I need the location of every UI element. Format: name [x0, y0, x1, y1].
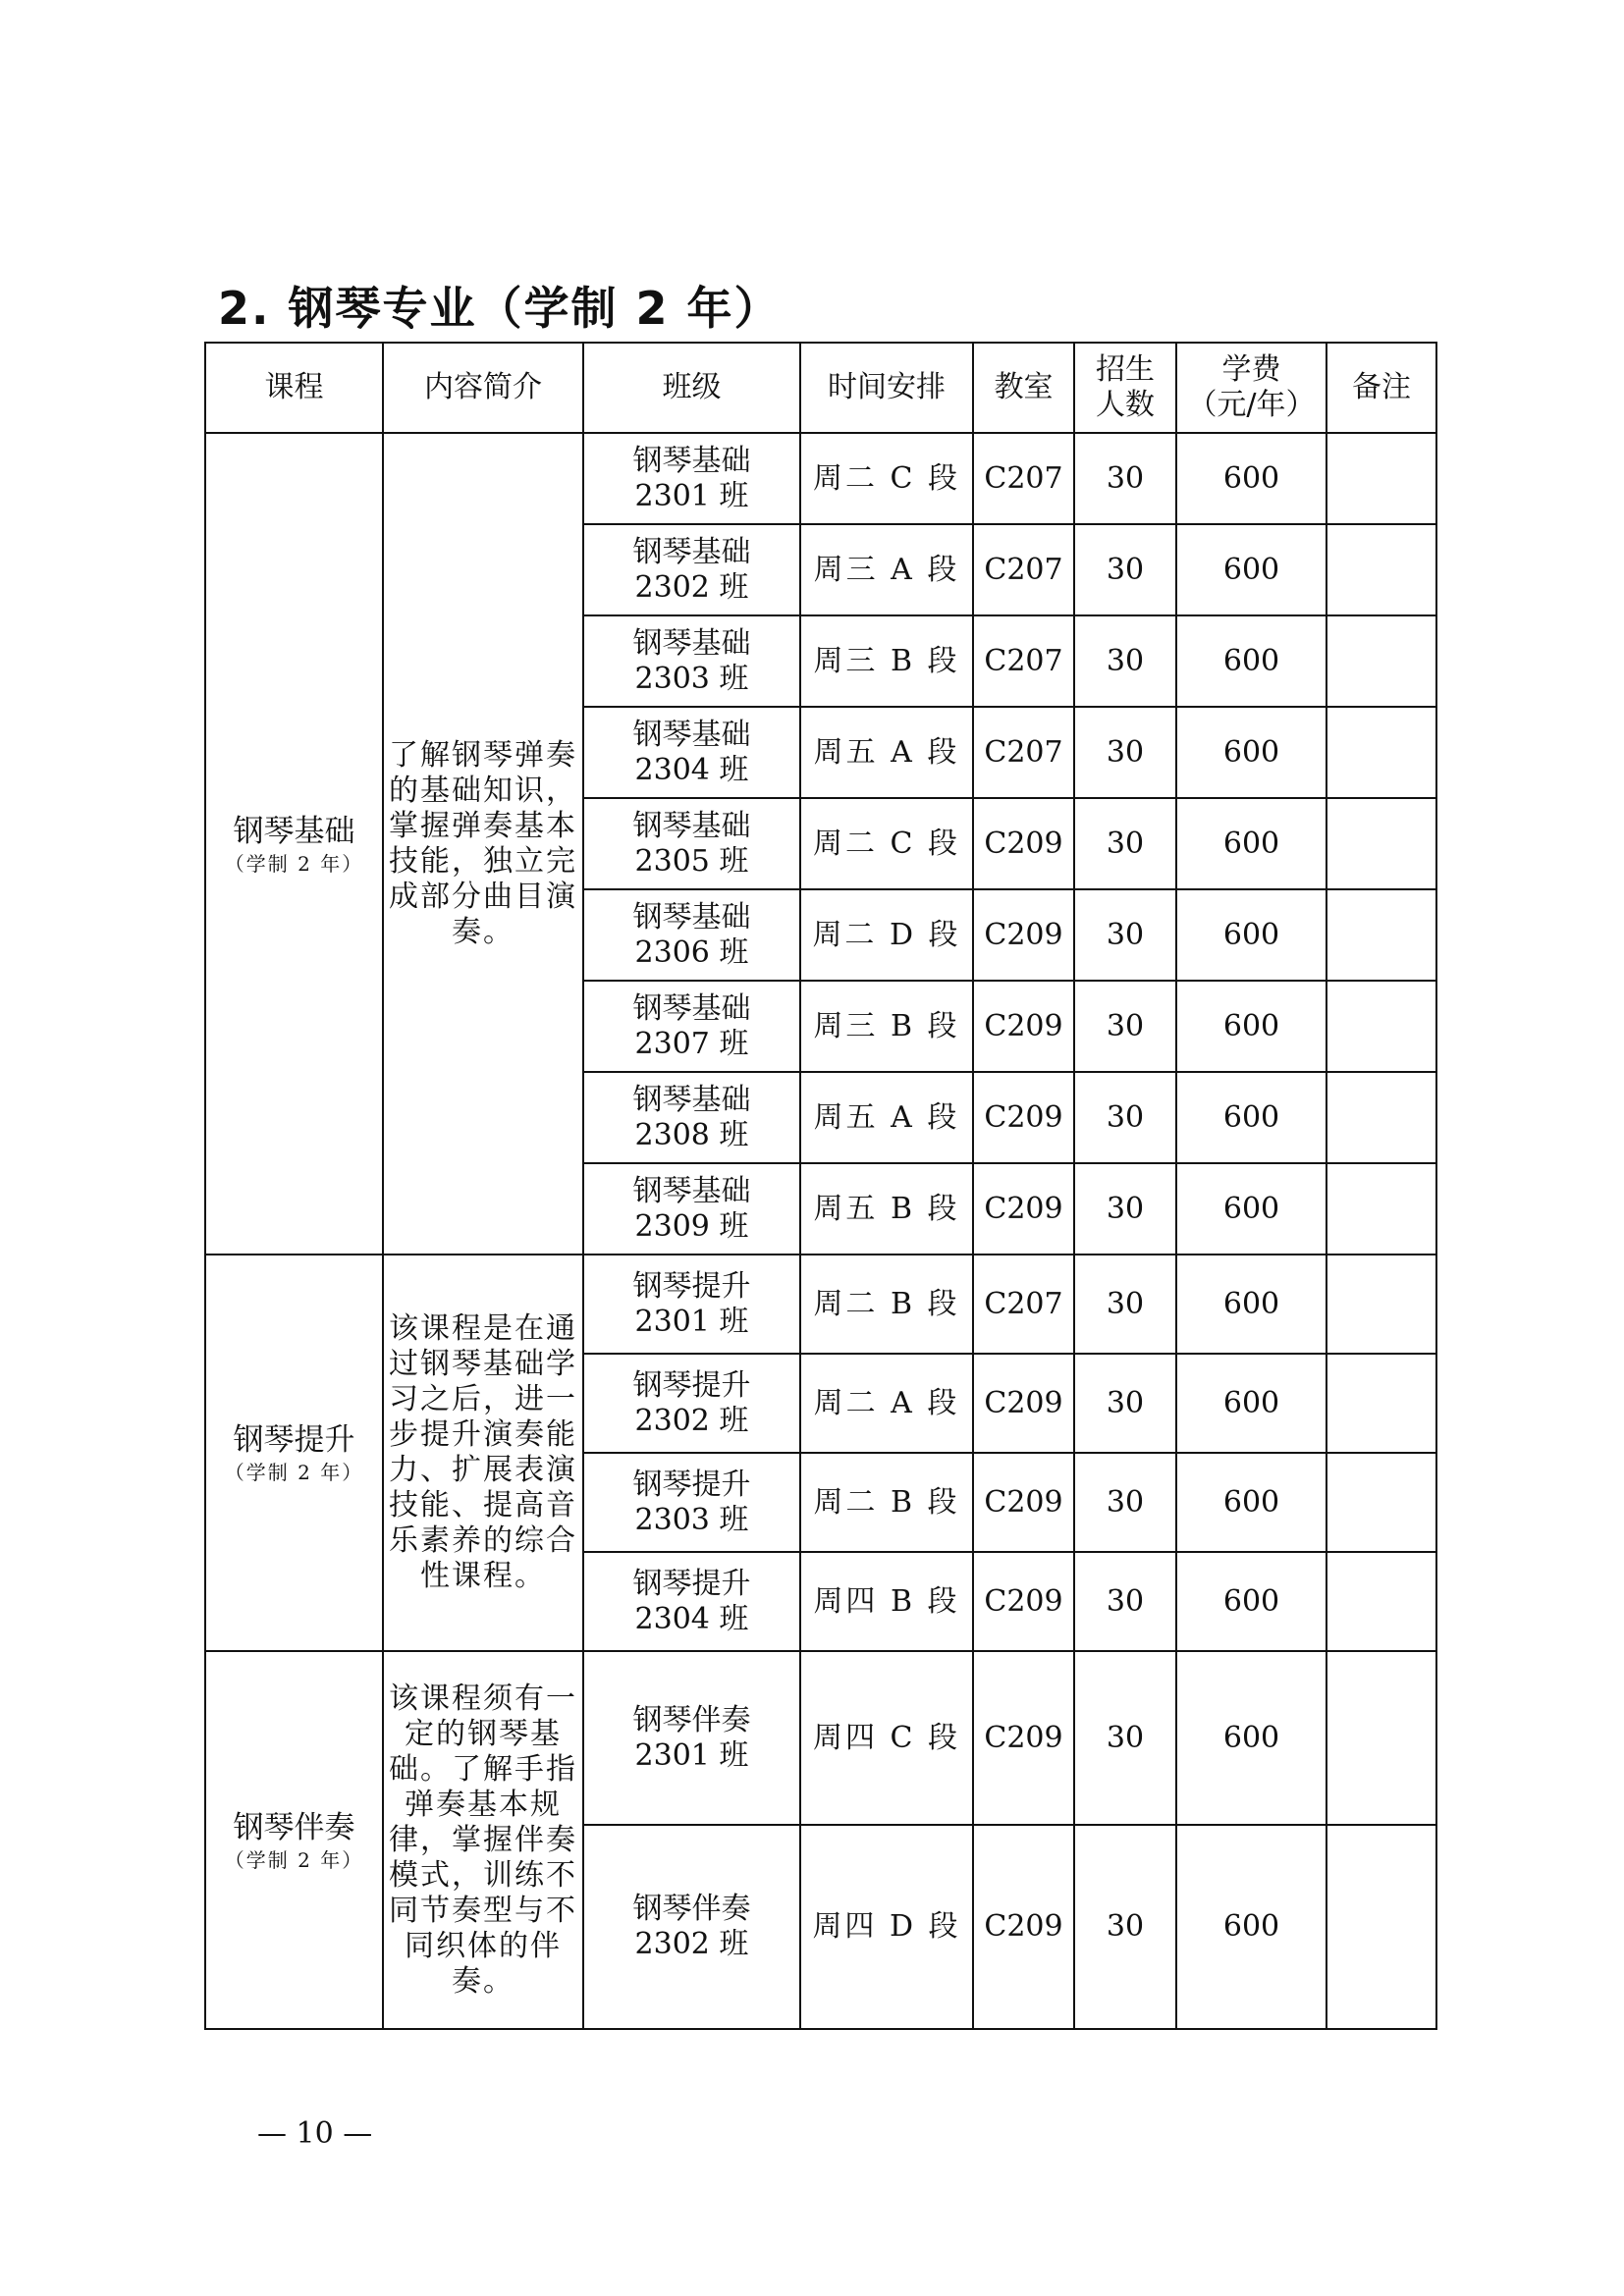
fee-cell: 600 [1176, 1825, 1326, 2029]
class-name: 钢琴基础 [632, 808, 751, 843]
table-row [205, 1651, 1436, 1825]
note-cell [1326, 1552, 1436, 1651]
header-class: 班级 [583, 343, 800, 433]
class-number: 2303 班 [634, 661, 749, 696]
course-cell [205, 433, 383, 1255]
note-cell [1326, 1453, 1436, 1552]
course-intro: 了解钢琴弹奏的基础知识，掌握弹奏基本技能，独立完成部分曲目演奏。 [383, 433, 583, 1255]
room-cell: C209 [973, 1651, 1074, 1825]
header-room: 教室 [973, 343, 1074, 433]
course-duration: （学制 2 年） [224, 1461, 364, 1484]
course-intro: 该课程须有一定的钢琴基础。了解手指弹奏基本规律，掌握伴奏模式，训练不同节奏型与不同织体的伴奏。 [383, 1651, 583, 2029]
note-cell [1326, 1255, 1436, 1354]
enroll-cell: 30 [1074, 707, 1176, 798]
room-cell: C207 [973, 1255, 1074, 1354]
enroll-cell: 30 [1074, 1354, 1176, 1453]
course-name: 钢琴提升 [233, 1422, 355, 1458]
class-cell [583, 981, 800, 1072]
class-cell [583, 1552, 800, 1651]
class-cell [583, 1651, 800, 1825]
header-intro: 内容简介 [383, 343, 583, 433]
enroll-cell: 30 [1074, 1453, 1176, 1552]
page-number: — 10 — [257, 2116, 373, 2151]
note-cell [1326, 433, 1436, 524]
time-cell: 周四 D 段 [800, 1825, 973, 2029]
enroll-cell: 30 [1074, 1651, 1176, 1825]
course-duration: （学制 2 年） [224, 1847, 364, 1872]
note-cell [1326, 889, 1436, 981]
class-number: 2302 班 [634, 1403, 749, 1438]
room-cell: C209 [973, 1163, 1074, 1255]
class-name: 钢琴基础 [632, 534, 751, 569]
class-number: 2301 班 [634, 478, 749, 513]
class-number: 2308 班 [634, 1117, 749, 1152]
fee-cell: 600 [1176, 1255, 1326, 1354]
time-cell: 周二 D 段 [800, 889, 973, 981]
class-number: 2305 班 [634, 843, 749, 879]
fee-cell: 600 [1176, 707, 1326, 798]
enroll-cell: 30 [1074, 1255, 1176, 1354]
class-name: 钢琴提升 [632, 1268, 751, 1304]
class-number: 2303 班 [634, 1502, 749, 1537]
room-cell: C207 [973, 524, 1074, 615]
header-enroll-line1: 招生 [1096, 352, 1155, 387]
header-fee-line2: （元/年） [1187, 388, 1316, 422]
class-cell [583, 1255, 800, 1354]
fee-cell: 600 [1176, 1651, 1326, 1825]
class-cell [583, 615, 800, 707]
note-cell [1326, 707, 1436, 798]
class-cell [583, 1163, 800, 1255]
room-cell: C207 [973, 615, 1074, 707]
room-cell: C209 [973, 1072, 1074, 1163]
enroll-cell: 30 [1074, 981, 1176, 1072]
course-name: 钢琴伴奏 [233, 1809, 355, 1845]
note-cell [1326, 1354, 1436, 1453]
class-name: 钢琴基础 [632, 625, 751, 661]
class-name: 钢琴伴奏 [632, 1892, 751, 1926]
header-course: 课程 [205, 343, 383, 433]
time-cell: 周二 B 段 [800, 1255, 973, 1354]
header-time: 时间安排 [800, 343, 973, 433]
time-cell: 周四 B 段 [800, 1552, 973, 1651]
room-cell: C207 [973, 433, 1074, 524]
class-number: 2306 班 [634, 934, 749, 970]
fee-cell: 600 [1176, 1354, 1326, 1453]
class-number: 2301 班 [634, 1737, 749, 1773]
note-cell [1326, 1825, 1436, 2029]
note-cell [1326, 524, 1436, 615]
table-row [205, 433, 1436, 524]
enroll-cell: 30 [1074, 615, 1176, 707]
class-number: 2309 班 [634, 1208, 749, 1244]
class-cell [583, 798, 800, 889]
table-row [205, 1255, 1436, 1354]
room-cell: C207 [973, 707, 1074, 798]
enroll-cell: 30 [1074, 433, 1176, 524]
time-cell: 周三 A 段 [800, 524, 973, 615]
note-cell [1326, 1163, 1436, 1255]
time-cell: 周三 B 段 [800, 981, 973, 1072]
class-number: 2301 班 [634, 1304, 749, 1339]
header-fee-line1: 学费 [1221, 352, 1281, 387]
fee-cell: 600 [1176, 1552, 1326, 1651]
class-name: 钢琴基础 [632, 899, 751, 934]
class-name: 钢琴提升 [632, 1566, 751, 1601]
room-cell: C209 [973, 1453, 1074, 1552]
note-cell [1326, 981, 1436, 1072]
enroll-cell: 30 [1074, 1552, 1176, 1651]
fee-cell: 600 [1176, 1072, 1326, 1163]
fee-cell: 600 [1176, 524, 1326, 615]
class-cell [583, 524, 800, 615]
section-title: 2. 钢琴专业（学制 2 年） [218, 282, 782, 335]
class-name: 钢琴基础 [632, 1173, 751, 1208]
room-cell: C209 [973, 1354, 1074, 1453]
class-name: 钢琴提升 [632, 1467, 751, 1502]
time-cell: 周二 B 段 [800, 1453, 973, 1552]
fee-cell: 600 [1176, 1163, 1326, 1255]
room-cell: C209 [973, 1552, 1074, 1651]
room-cell: C209 [973, 889, 1074, 981]
time-cell: 周五 B 段 [800, 1163, 973, 1255]
class-number: 2304 班 [634, 752, 749, 787]
class-number: 2307 班 [634, 1026, 749, 1061]
enroll-cell: 30 [1074, 1163, 1176, 1255]
enroll-cell: 30 [1074, 524, 1176, 615]
class-name: 钢琴基础 [632, 990, 751, 1026]
course-name: 钢琴基础 [233, 813, 355, 849]
class-cell [583, 707, 800, 798]
class-cell [583, 889, 800, 981]
class-name: 钢琴基础 [632, 717, 751, 752]
note-cell [1326, 1072, 1436, 1163]
fee-cell: 600 [1176, 798, 1326, 889]
fee-cell: 600 [1176, 981, 1326, 1072]
room-cell: C209 [973, 981, 1074, 1072]
class-cell [583, 433, 800, 524]
room-cell: C209 [973, 1825, 1074, 2029]
time-cell: 周二 A 段 [800, 1354, 973, 1453]
header-fee [1176, 343, 1326, 433]
note-cell [1326, 615, 1436, 707]
header-enroll [1074, 343, 1176, 433]
time-cell: 周三 B 段 [800, 615, 973, 707]
header-enroll-line2: 人数 [1096, 388, 1155, 422]
class-number: 2302 班 [634, 1927, 749, 1961]
enroll-cell: 30 [1074, 889, 1176, 981]
class-name: 钢琴基础 [632, 443, 751, 478]
room-cell: C209 [973, 798, 1074, 889]
fee-cell: 600 [1176, 615, 1326, 707]
note-cell [1326, 1651, 1436, 1825]
table-header-row [205, 343, 1436, 433]
class-number: 2302 班 [634, 569, 749, 605]
time-cell: 周二 C 段 [800, 433, 973, 524]
time-cell: 周二 C 段 [800, 798, 973, 889]
class-cell [583, 1072, 800, 1163]
time-cell: 周四 C 段 [800, 1651, 973, 1825]
enroll-cell: 30 [1074, 798, 1176, 889]
note-cell [1326, 798, 1436, 889]
enroll-cell: 30 [1074, 1825, 1176, 2029]
time-cell: 周五 A 段 [800, 1072, 973, 1163]
fee-cell: 600 [1176, 889, 1326, 981]
class-name: 钢琴伴奏 [632, 1702, 751, 1737]
class-cell [583, 1825, 800, 2029]
fee-cell: 600 [1176, 433, 1326, 524]
course-cell [205, 1651, 383, 2029]
class-name: 钢琴提升 [632, 1367, 751, 1403]
table-body [205, 433, 1436, 2029]
course-intro: 该课程是在通过钢琴基础学习之后，进一步提升演奏能力、扩展表演技能、提高音乐素养的综合性课程。 [383, 1255, 583, 1651]
class-number: 2304 班 [634, 1601, 749, 1636]
header-note: 备注 [1326, 343, 1436, 433]
course-duration: （学制 2 年） [224, 851, 364, 876]
enroll-cell: 30 [1074, 1072, 1176, 1163]
class-cell [583, 1354, 800, 1453]
class-cell [583, 1453, 800, 1552]
course-schedule-table [204, 342, 1437, 2030]
time-cell: 周五 A 段 [800, 707, 973, 798]
class-name: 钢琴基础 [632, 1082, 751, 1117]
fee-cell: 600 [1176, 1453, 1326, 1552]
course-cell [205, 1255, 383, 1651]
